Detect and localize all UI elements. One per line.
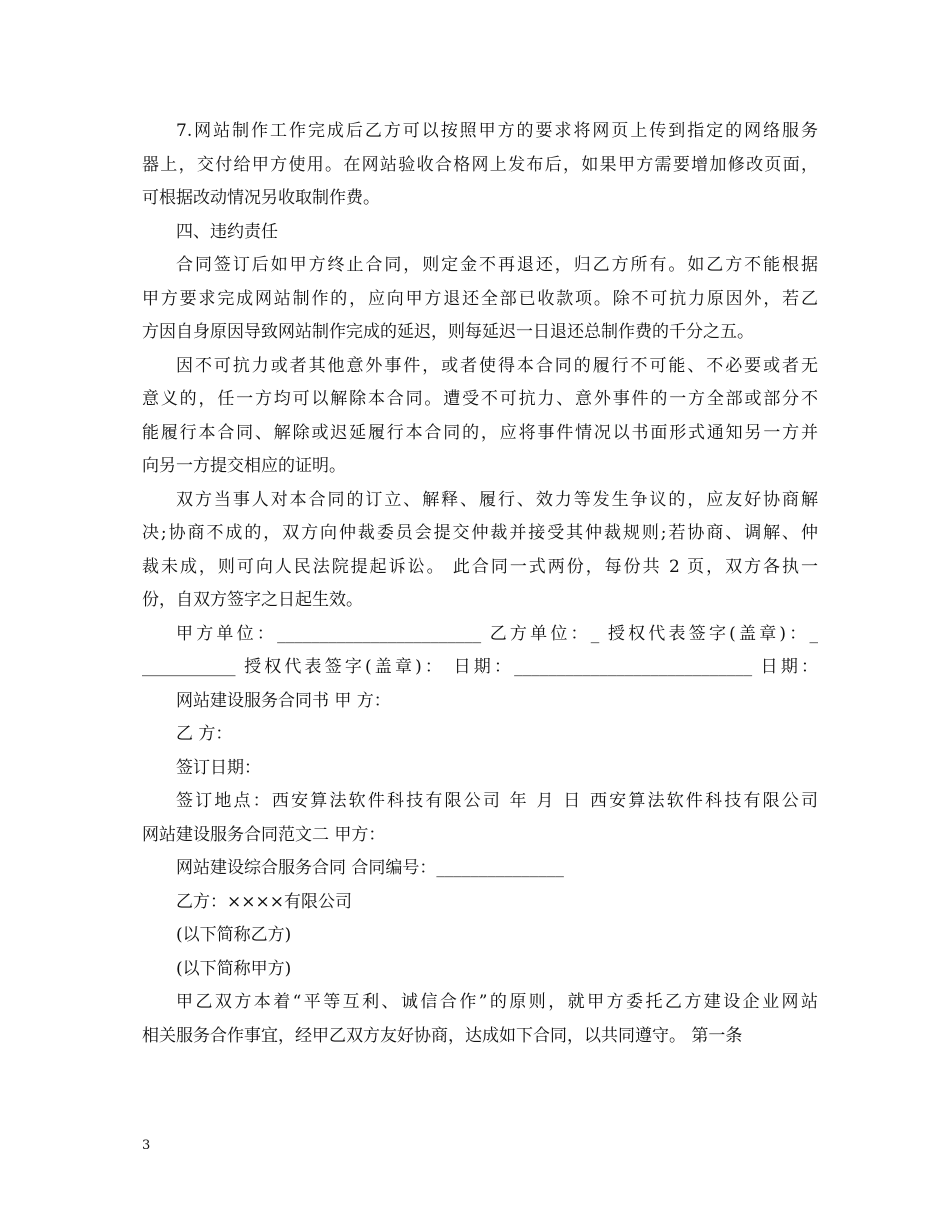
- text-line: 决;协商不成的，双方向仲裁委员会提交仲裁并接受其仲裁规则;若协商、调解、仲: [142, 523, 818, 543]
- text-line: 甲方要求完成网站制作的，应向甲方退还全部已收款项。除不可抗力原因外，若乙: [142, 288, 818, 309]
- text-line: 器上，交付给甲方使用。在网站验收合格网上发布后，如果甲方需要增加修改页面，: [142, 154, 818, 175]
- text-line: 签订地点：西安算法软件科技有限公司 年 月 日 西安算法软件科技有限公司: [176, 791, 818, 811]
- contract-number-line: 网站建设综合服务合同 合同编号：_______________: [176, 858, 564, 878]
- page-number: 3: [142, 1138, 151, 1153]
- text-line: 份，自双方签字之日起生效。: [142, 590, 363, 610]
- text-line: 合同签订后如甲方终止合同，则定金不再退还，归乙方所有。如乙方不能根据: [176, 255, 818, 275]
- signature-line: ___________ 授权代表签字(盖章)： 日期：____________________________ 日期：: [142, 657, 818, 677]
- text-line: 可根据改动情况另收取制作费。: [142, 188, 380, 208]
- text-line: 甲乙双方本着“平等互利、诚信合作”的原则，就甲方委托乙方建设企业网站: [176, 992, 818, 1012]
- text-line: 因不可抗力或者其他意外事件，或者使得本合同的履行不可能、不必要或者无: [176, 355, 818, 376]
- text-line: 乙 方：: [176, 724, 233, 744]
- text-line: 相关服务合作事宜，经甲乙双方友好协商，达成如下合同，以共同遵守。 第一条: [142, 1025, 743, 1046]
- signature-line: 甲方单位：________________________ 乙方单位：_ 授权代表签字(盖章)：_: [176, 623, 818, 644]
- text-line: 向另一方提交相应的证明。: [142, 456, 346, 476]
- text-line: 网站建设服务合同范文二 甲方：: [142, 824, 386, 845]
- document-body: [142, 115, 818, 1053]
- text-line: 能履行本合同、解除或迟延履行本合同的，应将事件情况以书面形式通知另一方并: [142, 422, 818, 443]
- text-line: 裁未成，则可向人民法院提起诉讼。 此合同一式两份，每份共 2 页，双方各执一: [142, 556, 818, 577]
- text-line: 7.网站制作工作完成后乙方可以按照甲方的要求将网页上传到指定的网络服务: [176, 121, 818, 141]
- text-line: 双方当事人对本合同的订立、解释、履行、效力等发生争议的，应友好协商解: [176, 489, 818, 510]
- contract-title-line: 网站建设服务合同书 甲 方：: [176, 690, 391, 711]
- text-line: 方因自身原因导致网站制作完成的延迟，则每延迟一日退还总制作费的千分之五。: [142, 322, 754, 342]
- section-heading: 四、违约责任: [176, 221, 278, 242]
- text-line: (以下简称甲方): [176, 958, 292, 979]
- text-line: 乙方：××××有限公司: [176, 891, 352, 912]
- text-line: 意义的，任一方均可以解除本合同。遭受不可抗力、意外事件的一方全部或部分不: [142, 389, 818, 409]
- text-line: 签订日期：: [176, 757, 261, 778]
- text-line: (以下简称乙方): [176, 925, 292, 945]
